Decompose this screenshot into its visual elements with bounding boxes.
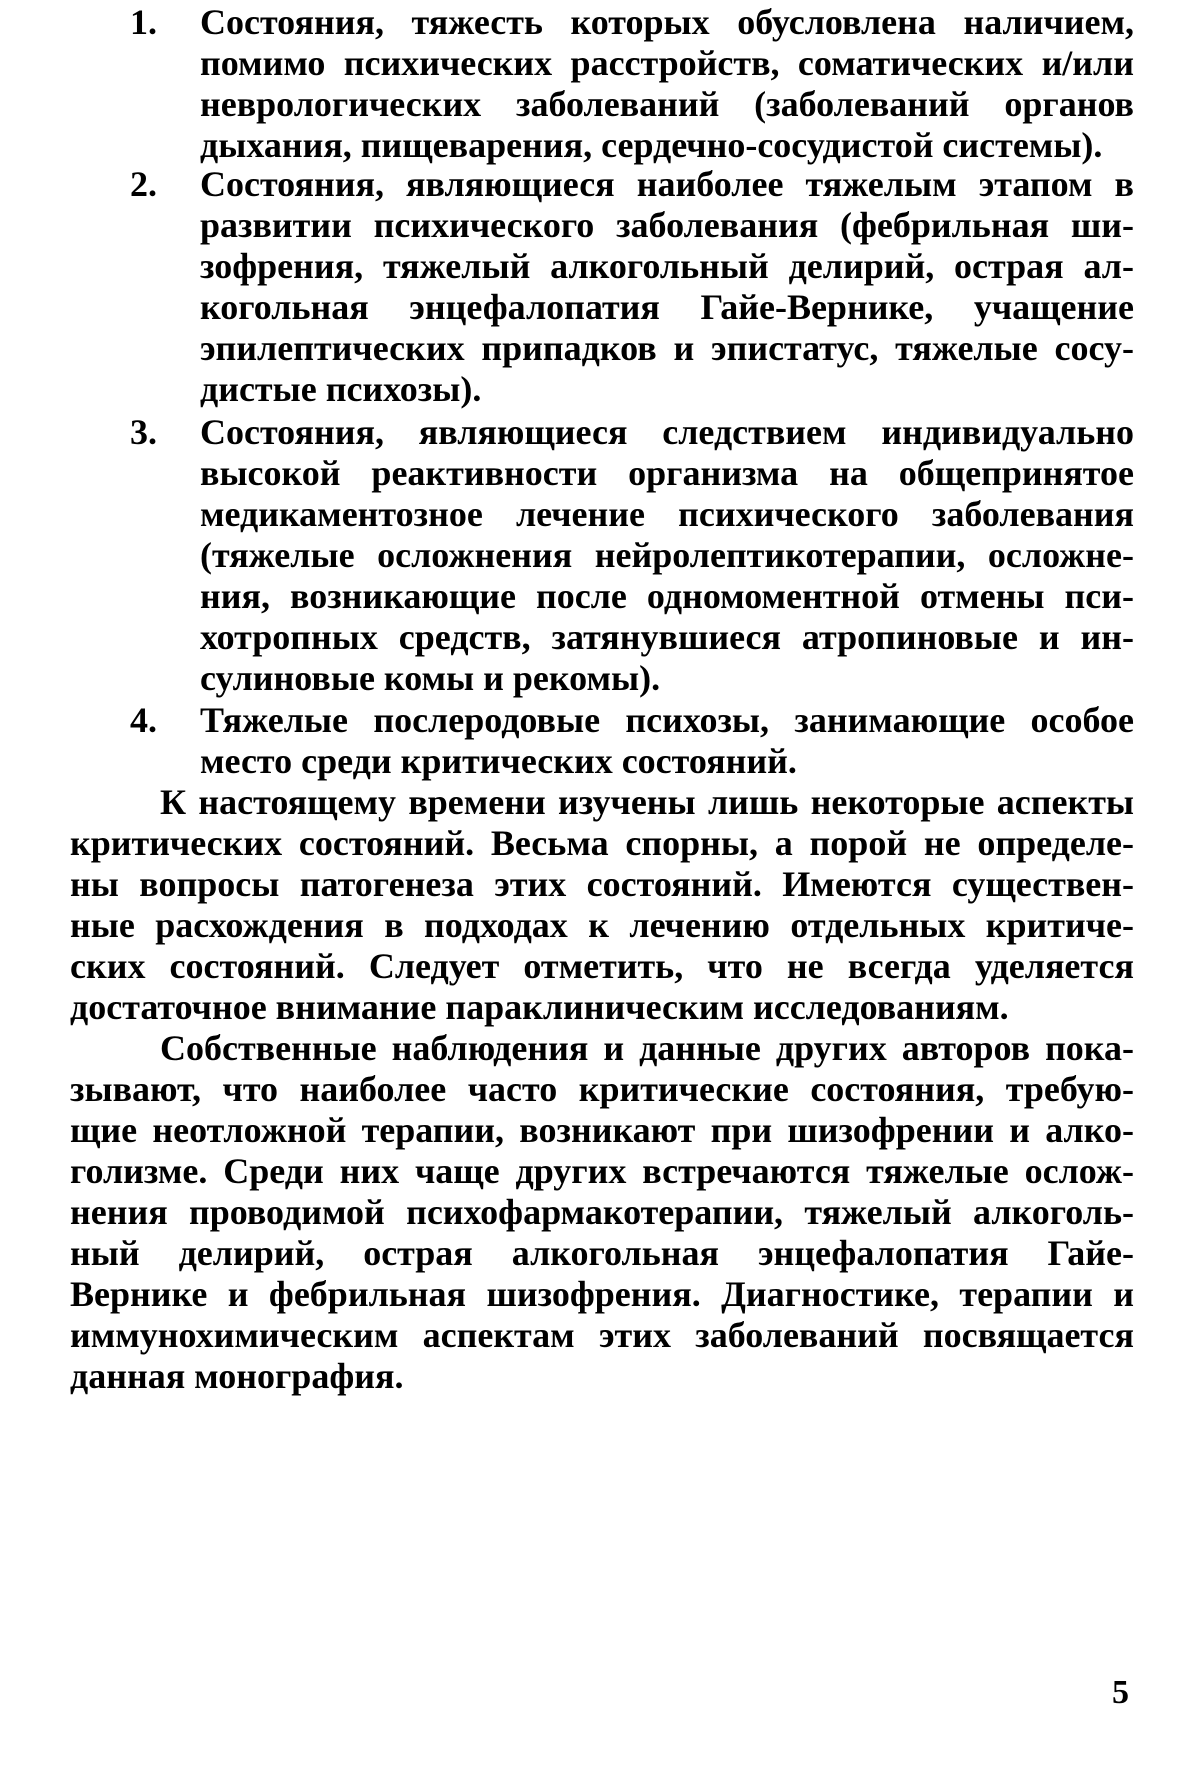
text-line: ских состояний. Следует отметить, что не всегда уделяется — [70, 946, 1134, 986]
list-item-text — [200, 412, 1134, 699]
text-line: развитии психического заболевания (фебрильная ши- — [200, 205, 1134, 245]
list-item-number: 1. — [130, 2, 157, 42]
text-line: место среди критических состояний. — [200, 741, 797, 781]
text-line: (тяжелые осложнения нейролептикотерапии, осложне- — [200, 535, 1134, 575]
text-line: дистые психозы). — [200, 369, 482, 409]
text-line: Состояния, тяжесть которых обусловлена наличием, — [200, 2, 1134, 42]
text-line: когольная энцефалопатия Гайе-Вернике, учащение — [200, 287, 1134, 327]
text-line: К настоящему времени изучены лишь некоторые аспекты — [160, 782, 1134, 822]
list-item-number: 2. — [130, 164, 157, 204]
list-item-number: 4. — [130, 700, 157, 740]
list-item-number: 3. — [130, 412, 157, 452]
text-line: иммунохимическим аспектам этих заболеваний посвящается — [70, 1315, 1134, 1355]
text-line: Тяжелые послеродовые психозы, занимающие особое — [200, 700, 1134, 740]
text-line: нения проводимой психофармакотерапии, тяжелый алкоголь- — [70, 1192, 1134, 1232]
text-line: достаточное внимание параклиническим исследованиям. — [70, 987, 1009, 1027]
text-line: щие неотложной терапии, возникают при шизофрении и алко- — [70, 1110, 1134, 1150]
text-line: эпилептических припадков и эпистатус, тяжелые сосу- — [200, 328, 1134, 368]
text-line: критических состояний. Весьма спорны, а порой не определе- — [70, 823, 1134, 863]
page-number: 5 — [1112, 1674, 1129, 1711]
text-line: Состояния, являющиеся наиболее тяжелым этапом в — [200, 164, 1134, 204]
text-line: сулиновые комы и рекомы). — [200, 658, 661, 698]
text-line: Вернике и фебрильная шизофрения. Диагностике, терапии и — [70, 1274, 1134, 1314]
text-line: Состояния, являющиеся следствием индивидуально — [200, 412, 1134, 452]
text-line: голизме. Среди них чаще других встречаются тяжелые ослож- — [70, 1151, 1134, 1191]
text-line: ный делирий, острая алкогольная энцефалопатия Гайе- — [70, 1233, 1134, 1273]
body-paragraph — [70, 782, 1134, 1028]
text-line: ные расхождения в подходах к лечению отдельных критиче- — [70, 905, 1134, 945]
text-line: ны вопросы патогенеза этих состояний. Имеются существен- — [70, 864, 1134, 904]
text-line: ния, возникающие после одномоментной отмены пси- — [200, 576, 1134, 616]
body-paragraph — [70, 1028, 1134, 1397]
text-line: зофрения, тяжелый алкогольный делирий, острая ал- — [200, 246, 1134, 286]
text-line: хотропных средств, затянувшиеся атропиновые и ин- — [200, 617, 1134, 657]
text-line: Собственные наблюдения и данные других авторов пока- — [160, 1028, 1134, 1068]
list-item-text — [200, 164, 1134, 410]
text-line: дыхания, пищеварения, сердечно-сосудистой системы). — [200, 125, 1103, 165]
text-line: зывают, что наиболее часто критические состояния, требую- — [70, 1069, 1134, 1109]
text-line: неврологических заболеваний (заболеваний органов — [200, 84, 1134, 124]
text-line: помимо психических расстройств, соматических и/или — [200, 43, 1134, 83]
text-line: данная монография. — [70, 1356, 404, 1396]
list-item-text — [200, 700, 1134, 782]
list-item-text — [200, 2, 1134, 166]
text-line: медикаментозное лечение психического заболевания — [200, 494, 1134, 534]
text-line: высокой реактивности организма на общепринятое — [200, 453, 1134, 493]
